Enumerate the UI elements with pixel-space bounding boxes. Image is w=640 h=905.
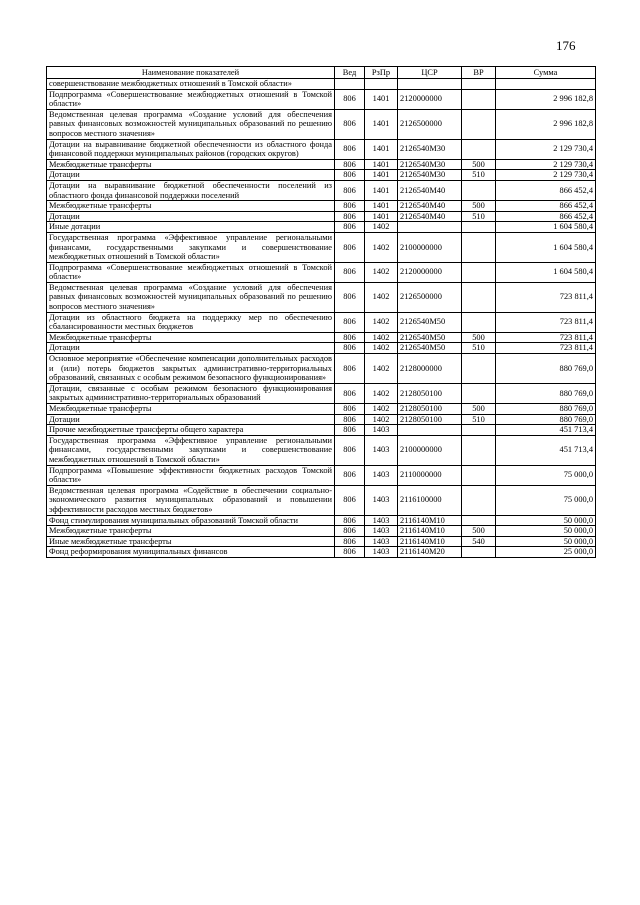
table-row [47, 232, 596, 262]
cell-sum: 723 811,4 [496, 282, 596, 312]
cell-csr: 2116100000 [398, 485, 462, 515]
cell-csr: 2120000000 [398, 262, 462, 282]
cell-ved: 806 [335, 526, 365, 537]
table-row [47, 332, 596, 343]
cell-vr [462, 435, 496, 465]
cell-rzpr: 1402 [365, 404, 398, 415]
column-header-name: Наименование показателей [47, 67, 335, 79]
cell-rzpr [365, 79, 398, 90]
cell-vr: 500 [462, 526, 496, 537]
cell-csr: 2126540М30 [398, 139, 462, 159]
cell-rzpr: 1402 [365, 262, 398, 282]
cell-sum: 75 000,0 [496, 465, 596, 485]
cell-name: Дотации [47, 211, 335, 222]
cell-sum: 880 769,0 [496, 414, 596, 425]
cell-csr: 2116140М10 [398, 526, 462, 537]
cell-csr: 2116140М10 [398, 515, 462, 526]
cell-vr [462, 515, 496, 526]
cell-rzpr: 1402 [365, 222, 398, 233]
cell-ved: 806 [335, 465, 365, 485]
cell-ved: 806 [335, 232, 365, 262]
cell-ved: 806 [335, 180, 365, 200]
cell-ved: 806 [335, 425, 365, 436]
cell-sum: 2 996 182,8 [496, 89, 596, 109]
cell-name: Ведомственная целевая программа «Создание условий для обеспечения равных финансовых возможностей муниципальных образований по решению вопросов местного значения» [47, 282, 335, 312]
table-row [47, 425, 596, 436]
cell-sum: 866 452,4 [496, 180, 596, 200]
cell-ved: 806 [335, 222, 365, 233]
cell-rzpr: 1402 [365, 383, 398, 403]
cell-vr: 510 [462, 414, 496, 425]
cell-sum: 50 000,0 [496, 515, 596, 526]
table-row [47, 79, 596, 90]
cell-rzpr: 1401 [365, 139, 398, 159]
cell-vr [462, 79, 496, 90]
cell-vr [462, 465, 496, 485]
cell-sum: 866 452,4 [496, 211, 596, 222]
cell-ved: 806 [335, 485, 365, 515]
cell-vr [462, 547, 496, 558]
cell-rzpr: 1403 [365, 536, 398, 547]
cell-ved: 806 [335, 262, 365, 282]
cell-name: Государственная программа «Эффективное управление региональными финансами, государственными закупками и совершенствование межбюджетных отношений в Томской области» [47, 435, 335, 465]
cell-csr: 2126540М40 [398, 211, 462, 222]
cell-sum: 50 000,0 [496, 526, 596, 537]
cell-vr [462, 89, 496, 109]
table-row [47, 354, 596, 384]
table-row [47, 262, 596, 282]
table-row [47, 526, 596, 537]
cell-csr: 2120000000 [398, 89, 462, 109]
cell-rzpr: 1402 [365, 332, 398, 343]
cell-rzpr: 1402 [365, 343, 398, 354]
cell-rzpr: 1402 [365, 282, 398, 312]
cell-csr: 2126540М40 [398, 180, 462, 200]
cell-ved: 806 [335, 201, 365, 212]
table-row [47, 201, 596, 212]
cell-rzpr: 1402 [365, 232, 398, 262]
cell-ved: 806 [335, 332, 365, 343]
cell-sum: 2 129 730,4 [496, 159, 596, 170]
cell-rzpr: 1402 [365, 414, 398, 425]
column-header-ved: Вед [335, 67, 365, 79]
cell-name: Ведомственная целевая программа «Создание условий для обеспечения равных финансовых возможностей муниципальных образований по решению вопросов местного значения» [47, 109, 335, 139]
cell-vr: 510 [462, 343, 496, 354]
cell-rzpr: 1401 [365, 211, 398, 222]
cell-rzpr: 1403 [365, 526, 398, 537]
cell-sum: 25 000,0 [496, 547, 596, 558]
cell-name: Прочие межбюджетные трансферты общего характера [47, 425, 335, 436]
cell-name: Межбюджетные трансферты [47, 526, 335, 537]
cell-rzpr: 1402 [365, 312, 398, 332]
table-row [47, 414, 596, 425]
cell-vr [462, 354, 496, 384]
cell-csr: 2126540М50 [398, 312, 462, 332]
cell-name: Иные межбюджетные трансферты [47, 536, 335, 547]
table-row [47, 547, 596, 558]
cell-rzpr: 1401 [365, 170, 398, 181]
cell-name: Дотации на выравнивание бюджетной обеспеченности поселений из областного фонда финансовой поддержки поселений [47, 180, 335, 200]
cell-name: Подпрограмма «Повышение эффективности бюджетных расходов Томской области» [47, 465, 335, 485]
cell-sum [496, 79, 596, 90]
cell-csr: 2116140М10 [398, 536, 462, 547]
cell-csr: 2110000000 [398, 465, 462, 485]
cell-name: Дотации [47, 343, 335, 354]
table-row [47, 211, 596, 222]
cell-ved: 806 [335, 139, 365, 159]
budget-table [46, 66, 596, 558]
column-header-sum: Сумма [496, 67, 596, 79]
cell-rzpr: 1401 [365, 89, 398, 109]
cell-name: Основное мероприятие «Обеспечение компенсации дополнительных расходов и (или) потерь бюджетов закрытых административно-территориальных образований, связанных с особым режимом безопасного функционирования» [47, 354, 335, 384]
cell-rzpr: 1403 [365, 515, 398, 526]
cell-sum: 50 000,0 [496, 536, 596, 547]
cell-csr: 2116140М20 [398, 547, 462, 558]
cell-name: Межбюджетные трансферты [47, 201, 335, 212]
cell-ved: 806 [335, 89, 365, 109]
cell-rzpr: 1402 [365, 354, 398, 384]
table-row [47, 180, 596, 200]
table-row [47, 515, 596, 526]
cell-vr: 500 [462, 332, 496, 343]
cell-csr: 2126540М50 [398, 332, 462, 343]
cell-name: Дотации на выравнивание бюджетной обеспеченности из областного фонда финансовой поддержки муниципальных районов (городских округов) [47, 139, 335, 159]
cell-ved: 806 [335, 109, 365, 139]
table-row [47, 282, 596, 312]
table-row [47, 312, 596, 332]
cell-csr [398, 222, 462, 233]
cell-vr: 500 [462, 201, 496, 212]
cell-ved: 806 [335, 170, 365, 181]
cell-name: совершенствование межбюджетных отношений в Томской области» [47, 79, 335, 90]
cell-ved: 806 [335, 383, 365, 403]
cell-name: Дотации, связанные с особым режимом безопасного функционирования закрытых административно-территориальных образований [47, 383, 335, 403]
table-row [47, 89, 596, 109]
table-row [47, 383, 596, 403]
cell-csr: 2128050100 [398, 404, 462, 415]
cell-csr: 2126500000 [398, 109, 462, 139]
cell-rzpr: 1403 [365, 425, 398, 436]
cell-vr [462, 383, 496, 403]
cell-ved: 806 [335, 435, 365, 465]
cell-rzpr: 1401 [365, 159, 398, 170]
cell-name: Подпрограмма «Совершенствование межбюджетных отношений в Томской области» [47, 262, 335, 282]
cell-vr: 510 [462, 211, 496, 222]
cell-sum: 723 811,4 [496, 332, 596, 343]
cell-vr [462, 425, 496, 436]
cell-vr: 540 [462, 536, 496, 547]
cell-csr: 2100000000 [398, 435, 462, 465]
cell-name: Ведомственная целевая программа «Содействие в обеспечении социально-экономического развития муниципальных образований и повышении эффективности расходов местных бюджетов» [47, 485, 335, 515]
cell-vr: 500 [462, 404, 496, 415]
column-header-rzpr: РзПр [365, 67, 398, 79]
cell-csr: 2126540М30 [398, 159, 462, 170]
cell-rzpr: 1403 [365, 465, 398, 485]
cell-vr [462, 232, 496, 262]
cell-name: Дотации [47, 414, 335, 425]
cell-ved: 806 [335, 211, 365, 222]
table-body [47, 79, 596, 558]
cell-name: Государственная программа «Эффективное управление региональными финансами, государственными закупками и совершенствование межбюджетных отношений в Томской области» [47, 232, 335, 262]
cell-ved: 806 [335, 547, 365, 558]
cell-vr [462, 180, 496, 200]
cell-sum: 880 769,0 [496, 354, 596, 384]
cell-ved: 806 [335, 354, 365, 384]
table-row [47, 170, 596, 181]
column-header-csr: ЦСР [398, 67, 462, 79]
cell-csr: 2126540М30 [398, 170, 462, 181]
cell-sum: 2 129 730,4 [496, 170, 596, 181]
table-row [47, 343, 596, 354]
table-row [47, 222, 596, 233]
table-row [47, 465, 596, 485]
cell-csr: 2128050100 [398, 383, 462, 403]
cell-ved: 806 [335, 515, 365, 526]
cell-rzpr: 1403 [365, 547, 398, 558]
cell-ved: 806 [335, 404, 365, 415]
cell-sum: 2 129 730,4 [496, 139, 596, 159]
cell-csr: 2126540М50 [398, 343, 462, 354]
cell-rzpr: 1403 [365, 435, 398, 465]
cell-vr [462, 312, 496, 332]
cell-name: Фонд стимулирования муниципальных образований Томской области [47, 515, 335, 526]
cell-ved: 806 [335, 343, 365, 354]
cell-sum: 866 452,4 [496, 201, 596, 212]
cell-vr [462, 282, 496, 312]
cell-vr: 510 [462, 170, 496, 181]
cell-ved: 806 [335, 159, 365, 170]
cell-vr [462, 139, 496, 159]
cell-sum: 2 996 182,8 [496, 109, 596, 139]
cell-name: Межбюджетные трансферты [47, 159, 335, 170]
cell-name: Межбюджетные трансферты [47, 332, 335, 343]
cell-name: Подпрограмма «Совершенствование межбюджетных отношений в Томской области» [47, 89, 335, 109]
cell-sum: 723 811,4 [496, 343, 596, 354]
cell-csr [398, 79, 462, 90]
cell-vr [462, 262, 496, 282]
cell-sum: 451 713,4 [496, 435, 596, 465]
cell-rzpr: 1401 [365, 201, 398, 212]
table-row [47, 109, 596, 139]
cell-sum: 1 604 580,4 [496, 222, 596, 233]
cell-sum: 451 713,4 [496, 425, 596, 436]
table-row [47, 485, 596, 515]
cell-sum: 880 769,0 [496, 383, 596, 403]
table-row [47, 536, 596, 547]
cell-csr [398, 425, 462, 436]
page-number: 176 [556, 38, 576, 53]
cell-csr: 2128050100 [398, 414, 462, 425]
cell-ved: 806 [335, 536, 365, 547]
table-row [47, 159, 596, 170]
cell-sum: 880 769,0 [496, 404, 596, 415]
table-row [47, 139, 596, 159]
cell-sum: 1 604 580,4 [496, 232, 596, 262]
table-row [47, 404, 596, 415]
cell-sum: 1 604 580,4 [496, 262, 596, 282]
cell-name: Дотации [47, 170, 335, 181]
table-row [47, 435, 596, 465]
cell-name: Межбюджетные трансферты [47, 404, 335, 415]
cell-vr [462, 109, 496, 139]
cell-name: Дотации из областного бюджета на поддержку мер по обеспечению сбалансированности местных бюджетов [47, 312, 335, 332]
cell-vr: 500 [462, 159, 496, 170]
cell-name: Иные дотации [47, 222, 335, 233]
cell-csr: 2128000000 [398, 354, 462, 384]
table-header-row [47, 67, 596, 79]
cell-sum: 75 000,0 [496, 485, 596, 515]
cell-ved: 806 [335, 414, 365, 425]
cell-sum: 723 811,4 [496, 312, 596, 332]
cell-vr [462, 485, 496, 515]
cell-ved [335, 79, 365, 90]
cell-rzpr: 1403 [365, 485, 398, 515]
cell-rzpr: 1401 [365, 180, 398, 200]
cell-rzpr: 1401 [365, 109, 398, 139]
cell-vr [462, 222, 496, 233]
cell-csr: 2126500000 [398, 282, 462, 312]
cell-ved: 806 [335, 312, 365, 332]
cell-ved: 806 [335, 282, 365, 312]
cell-name: Фонд реформирования муниципальных финансов [47, 547, 335, 558]
column-header-vr: ВР [462, 67, 496, 79]
cell-csr: 2126540М40 [398, 201, 462, 212]
cell-csr: 2100000000 [398, 232, 462, 262]
